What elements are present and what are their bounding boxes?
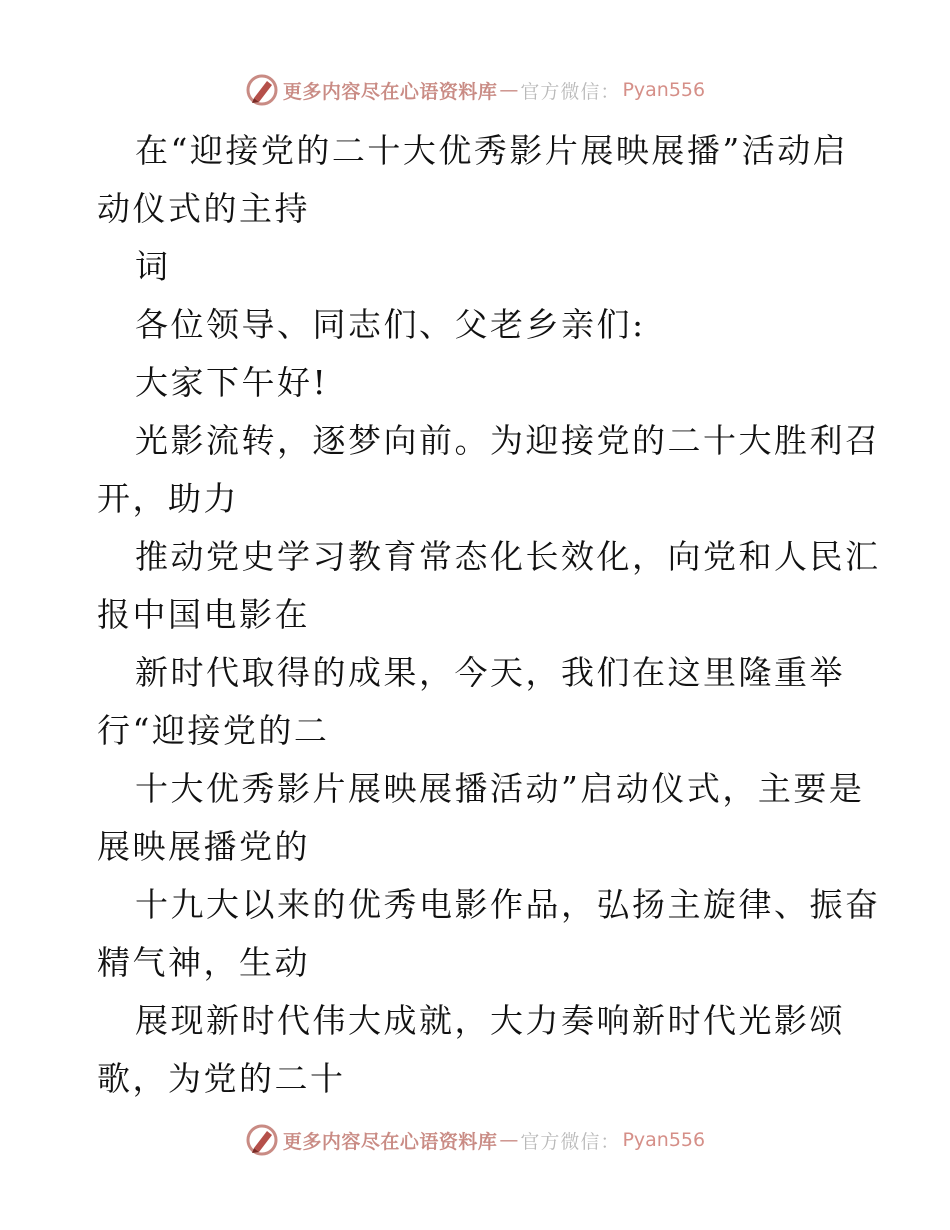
text-line: 十九大以来的优秀电影作品，弘扬主旋律、振奋 — [135, 885, 881, 924]
document-body — [97, 122, 881, 1108]
watermark-wechat-label: 官方微信： — [520, 1130, 621, 1153]
pen-logo-icon — [245, 1123, 279, 1157]
text-line: 十大优秀影片展映展播活动”启动仪式，主要是 — [135, 769, 865, 808]
salutation-line: 各位领导、同志们、父老乡亲们: — [135, 305, 646, 344]
footer-watermark — [0, 1120, 950, 1160]
pen-logo-icon — [245, 73, 279, 107]
watermark-text: 更多内容尽在心语资料库 — [282, 1130, 498, 1153]
text-line: 行“迎接党的二 — [97, 711, 330, 750]
text-line: 展现新时代伟大成就，大力奏响新时代光影颂 — [135, 1001, 845, 1040]
text-line: 精气神，生动 — [97, 943, 310, 982]
text-line: 报中国电影在 — [97, 595, 310, 634]
text-line: 在“迎接党的二十大优秀影片展映展播”活动启 — [135, 131, 849, 170]
text-line: 光影流转，逐梦向前。为迎接党的二十大胜利召 — [135, 421, 881, 460]
watermark-text: 更多内容尽在心语资料库 — [282, 80, 498, 103]
watermark-wechat-id: Pyan556 — [622, 1129, 706, 1151]
watermark-separator: — — [499, 79, 519, 101]
watermark-wechat-label: 官方微信： — [520, 80, 621, 103]
watermark-separator: — — [499, 1129, 519, 1151]
watermark-wechat-id: Pyan556 — [622, 79, 706, 101]
text-line: 新时代取得的成果，今天，我们在这里隆重举 — [135, 653, 845, 692]
greeting-line: 大家下午好! — [135, 363, 329, 402]
header-watermark — [0, 70, 950, 110]
text-line: 开，助力 — [97, 479, 239, 518]
text-line: 词 — [135, 247, 171, 286]
text-line: 歌，为党的二十 — [97, 1059, 346, 1098]
text-line: 动仪式的主持 — [97, 189, 310, 228]
text-line: 展映展播党的 — [97, 827, 310, 866]
text-line: 推动党史学习教育常态化长效化，向党和人民汇 — [135, 537, 881, 576]
